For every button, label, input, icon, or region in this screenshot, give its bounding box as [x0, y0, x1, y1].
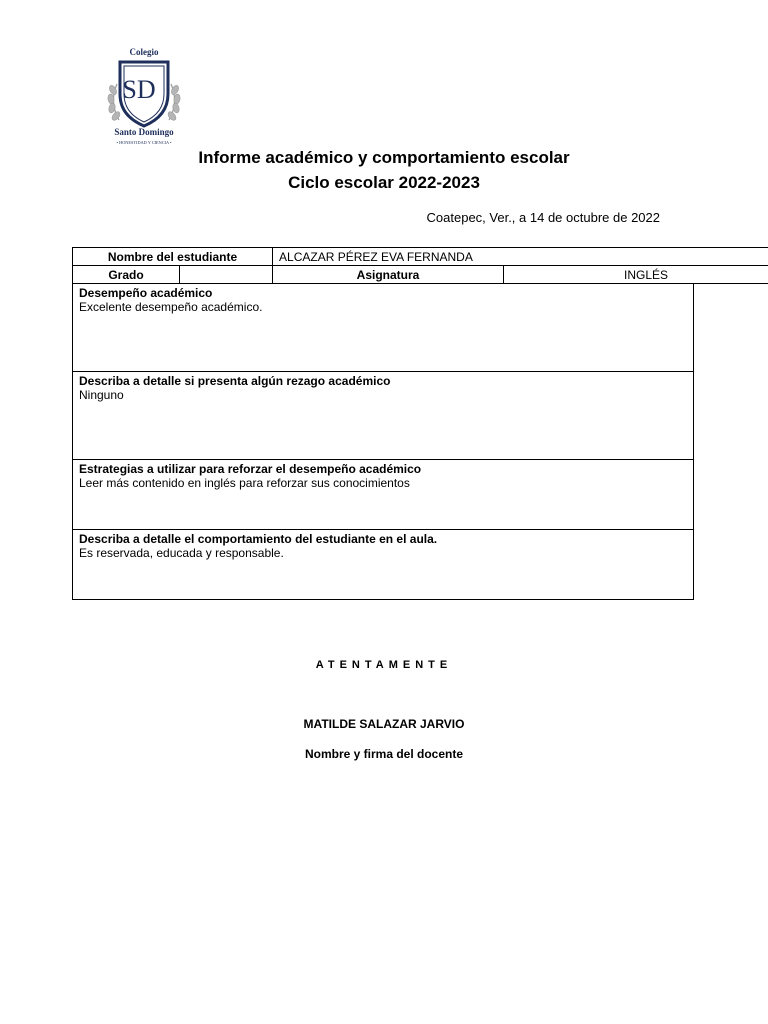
report-subtitle: Ciclo escolar 2022-2023: [288, 173, 480, 192]
strategies-section: [72, 459, 694, 530]
logo-initials: SD: [122, 75, 156, 104]
closing-text: ATENTAMENTE: [315, 659, 453, 671]
section-heading: Describa a detalle el comportamiento del estudiante en el aula.: [79, 532, 438, 546]
logo-top-text: Colegio: [129, 47, 159, 57]
academic-lag-section: [72, 371, 694, 460]
section-heading: Describa a detalle si presenta algún rezago académico: [79, 374, 391, 388]
report-title: Informe académico y comportamiento escolar: [198, 148, 570, 167]
student-name-label: Nombre del estudiante: [73, 248, 273, 266]
academic-performance-section: [72, 283, 694, 372]
signature-label: Nombre y firma del docente: [304, 747, 464, 761]
section-text: Es reservada, educada y responsable.: [79, 546, 284, 560]
student-info-table: [72, 247, 768, 284]
date-line: Coatepec, Ver., a 14 de octubre de 2022: [426, 210, 660, 225]
section-text: Ninguno: [79, 388, 124, 402]
subject-value: INGLÉS: [504, 266, 768, 284]
grade-subject-row: [73, 266, 768, 284]
student-name-value: ALCAZAR PÉREZ EVA FERNANDA: [273, 248, 768, 266]
teacher-name: MATILDE SALAZAR JARVIO: [303, 717, 465, 731]
section-heading: Estrategias a utilizar para reforzar el desempeño académico: [79, 462, 422, 476]
grade-value: [180, 266, 273, 284]
section-heading: Desempeño académico: [79, 286, 213, 300]
school-logo: [103, 44, 185, 148]
behavior-section: [72, 529, 694, 600]
student-name-row: [73, 248, 768, 266]
subject-label: Asignatura: [273, 266, 504, 284]
logo-name: Santo Domingo: [114, 127, 174, 137]
logo-motto: • HONESTIDAD Y CIENCIA •: [116, 140, 172, 145]
section-text: Excelente desempeño académico.: [79, 300, 263, 314]
grade-label: Grado: [73, 266, 180, 284]
section-text: Leer más contenido en inglés para reforzar sus conocimientos: [79, 476, 410, 490]
